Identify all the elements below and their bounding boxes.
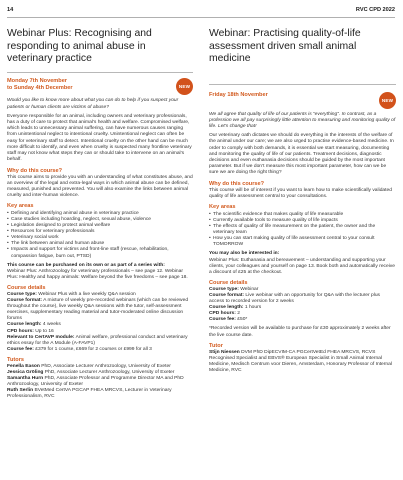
- tutors-heading: Tutors: [7, 356, 24, 363]
- key-areas-list: [7, 211, 193, 260]
- tutor-heading: Tutor: [209, 342, 223, 349]
- series-heading: This course can be purchased on its own or as part of a series with:: [7, 262, 165, 268]
- why-heading: Why do this course?: [209, 180, 265, 187]
- detail-item: [7, 347, 193, 353]
- key-area-item: • Impacts and support for victims and front-line staff (rescue, rehabilitation, compassion fatigue, burn out, PTSD): [7, 247, 193, 259]
- tutor-item: [209, 350, 396, 374]
- tutor-name: Ruth Serlin: [7, 388, 34, 394]
- series-text: Webinar Plus: Anthrozoology for veterinary professionals – see page 12. Webinar Plus: Healthy and happy animals: Welfare beyond the five freedoms – see page 18.: [7, 268, 188, 280]
- key-area-item: • Legislation designed to protect animal welfare: [7, 223, 193, 229]
- new-badge: NEW: [176, 78, 193, 95]
- detail-value: Webinar Plus with a live weekly Q&A session: [36, 292, 136, 298]
- date-line: to Sunday 4th December: [7, 85, 73, 92]
- detail-value: Webinar: [238, 286, 259, 292]
- detail-label: Relevant to CertAVP module:: [7, 334, 75, 340]
- tutor-info: PhD, Associate Lecturer Anthrozoology, University of Exeter: [39, 363, 171, 369]
- header-divider: [7, 17, 395, 18]
- date-line: Monday 7th November: [7, 78, 67, 85]
- course-details: [209, 287, 396, 324]
- detail-label: Course length:: [209, 305, 244, 311]
- course-intro: We all agree that quality of life of our patients is “everything”. In contrast, as a profession we all pay surprisingly little attention to measuring and monitoring quality of life. Let’s change that!: [209, 111, 396, 130]
- detail-value: 1 hours: [243, 305, 262, 311]
- key-areas-heading: Key areas: [7, 202, 34, 209]
- detail-value: 4 weeks: [41, 322, 61, 328]
- page-section-title: RVC CPD 2022: [355, 7, 395, 13]
- course-date: [7, 78, 193, 95]
- key-area-item: • Defining and identifying animal abuse in veterinary practice: [7, 211, 193, 217]
- course-details: [7, 292, 193, 353]
- page-header: [0, 0, 403, 22]
- detail-value: £50*: [235, 317, 248, 323]
- detail-value: £379 for 1 course, £669 for 2 courses or £999 for all 3: [33, 346, 152, 352]
- tutor-item: [7, 376, 193, 388]
- detail-label: CPD hours:: [7, 328, 34, 334]
- key-area-item: • How you can start making quality of life assessment central to your consult TOMORROW: [209, 236, 396, 248]
- new-badge: NEW: [379, 92, 396, 109]
- why-text: This course will be of interest if you want to learn how to make scientifically validated quality of life assessment central to your consultations.: [209, 187, 392, 199]
- fee-footnote: *Recorded version will be available to purchase for £30 approximately 2 weeks after the live course date.: [209, 326, 391, 338]
- title-divider: [7, 72, 193, 73]
- key-areas-list: [209, 212, 396, 249]
- course-description: Our veterinary oath dictates we should do everything in the interests of the welfare of the animal under our care; we are also urged to practise evidence-based medicine. In order to comply with both demands, it is essential we start measuring, documenting and monitoring the quality of life of our patients. Treatment decisions, diagnostic decisions and even euthanasia decisions should be guided by the most important parameter. But if we don’t measure this most important parameter, how can we be sure we are doing the right thing?: [209, 133, 394, 176]
- detail-value: Live webinar with an opportunity for Q&A with the lecturer plus access to recorded version for 2 weeks: [209, 293, 380, 305]
- detail-label: Course length:: [7, 322, 42, 328]
- detail-label: Course type:: [209, 286, 239, 292]
- right-course-column: [209, 22, 396, 374]
- key-area-item: • Case studies including hoarding, neglect, sexual abuse, violence: [7, 217, 193, 223]
- detail-value: 2: [235, 311, 240, 317]
- tutor-name: Samantha Hurn: [7, 376, 44, 382]
- date-line: Friday 18th November: [209, 91, 268, 98]
- page-number: 14: [7, 7, 14, 13]
- course-intro: Would you like to know more about what you can do to help if you suspect your patients or human clients are victims of abuse?: [7, 98, 179, 110]
- related-text: Webinar Plus: Euthanasia and bereavement – understanding and supporting your clients, your colleagues and yourself on page 13. Book both and automatically receive a discount of £25 at the checkout.: [209, 257, 395, 275]
- key-area-item: • Currently available tools to measure quality of life impacts: [209, 218, 396, 224]
- detail-label: Course format:: [209, 293, 245, 299]
- detail-label: Course format:: [7, 298, 43, 304]
- detail-label: Course fee:: [7, 346, 34, 352]
- key-area-item: • Veterinary social work: [7, 235, 193, 241]
- key-area-item: • The link between animal and human abuse: [7, 241, 193, 247]
- detail-label: Course fee:: [209, 317, 236, 323]
- left-course-column: [7, 22, 193, 401]
- tutor-name: Jessica Gröling: [7, 370, 44, 376]
- detail-value: Up to 16: [33, 328, 54, 334]
- key-area-item: • The scientific evidence that makes quality of life measurable: [209, 212, 396, 218]
- detail-label: CPD hours:: [209, 311, 236, 317]
- detail-item: [209, 293, 396, 305]
- detail-label: Course type:: [7, 292, 37, 298]
- tutor-item: [7, 388, 193, 400]
- tutors-list: [7, 364, 193, 401]
- detail-item: [209, 317, 396, 323]
- key-area-item: • The effects of quality of life measurement on the patient, the owner and the veterinary team: [209, 224, 396, 236]
- why-heading: Why do this course?: [7, 167, 63, 174]
- course-title: Webinar: Practising quality-of-life assessment driven small animal medicine: [209, 28, 361, 65]
- tutor-info: BVetMed CertVA PGCAP FHEA MRCVS, Lecturer in Veterinary Professionalism, RVC: [7, 388, 172, 400]
- course-date: [209, 92, 396, 109]
- detail-item: [7, 335, 193, 347]
- tutor-info: DVM PhD DipECVIM-CA PGCertVetEd FHEA MRCVS, RCVS Recognised Specialist and EBVS® European Specialist in Small Animal Internal Medicine, Medisch Centrum voor Dieren, Amsterdam, Honorary Professor of Internal Medicine, RVC: [209, 349, 392, 373]
- detail-value: A mixture of weekly pre-recorded webinars (which can be reviewed throughout the course), live weekly Q&A sessions with the tutor, self-assessment exercises, supplementary reading material and tutor-moderated online discussion forums: [7, 298, 189, 322]
- tutor-info: PhD, Associate Professor and Programme Director MA and PhD Anthrozoology, University of Exeter: [7, 376, 184, 388]
- why-text: This course aims to provide you with an understanding of what constitutes abuse, and an overview of the legal and extra-legal ways in which animal abuse can be defined, measured, punished and prevented. You will also examine the links between animal cruelty and inter-human violence.: [7, 174, 193, 198]
- title-divider: [209, 84, 396, 85]
- key-area-item: • Resources for veterinary professionals: [7, 229, 193, 235]
- course-title: Webinar Plus: Recognising and responding to animal abuse in veterinary practice: [7, 28, 152, 65]
- related-heading: You may also be interested in:: [209, 251, 280, 257]
- detail-item: [7, 298, 193, 322]
- course-details-heading: Course details: [7, 285, 46, 292]
- tutor-name: Fenella Eason: [7, 363, 40, 369]
- course-description: Everyone responsible for an animal, including owners and veterinary professionals, has a duty of care to protect that animal’s health and welfare. Compromised welfare, which leads to unnecessary animal suffering, can have numerous causes ranging from unintentional neglect to intentional cruelty. Unintentional neglect can often be easy for veterinary staff to detect. Intentional cruelty on the other hand can be much more difficult to identify, and even when cruelty is suspected many frontline veterinary staff may not know what steps they can or should take to intervene on an animal’s behalf.: [7, 113, 192, 163]
- key-areas-heading: Key areas: [209, 203, 236, 210]
- tutor-name: Stijn Niessen: [209, 349, 240, 355]
- detail-value: Animal welfare, professional conduct and veterinary ethics essay for the A Module (A-FAVP1): [7, 334, 188, 346]
- tutor-info: PhD, Associate Lecturer Anthrozoology, University of Exeter: [43, 370, 175, 376]
- course-details-heading: Course details: [209, 279, 248, 286]
